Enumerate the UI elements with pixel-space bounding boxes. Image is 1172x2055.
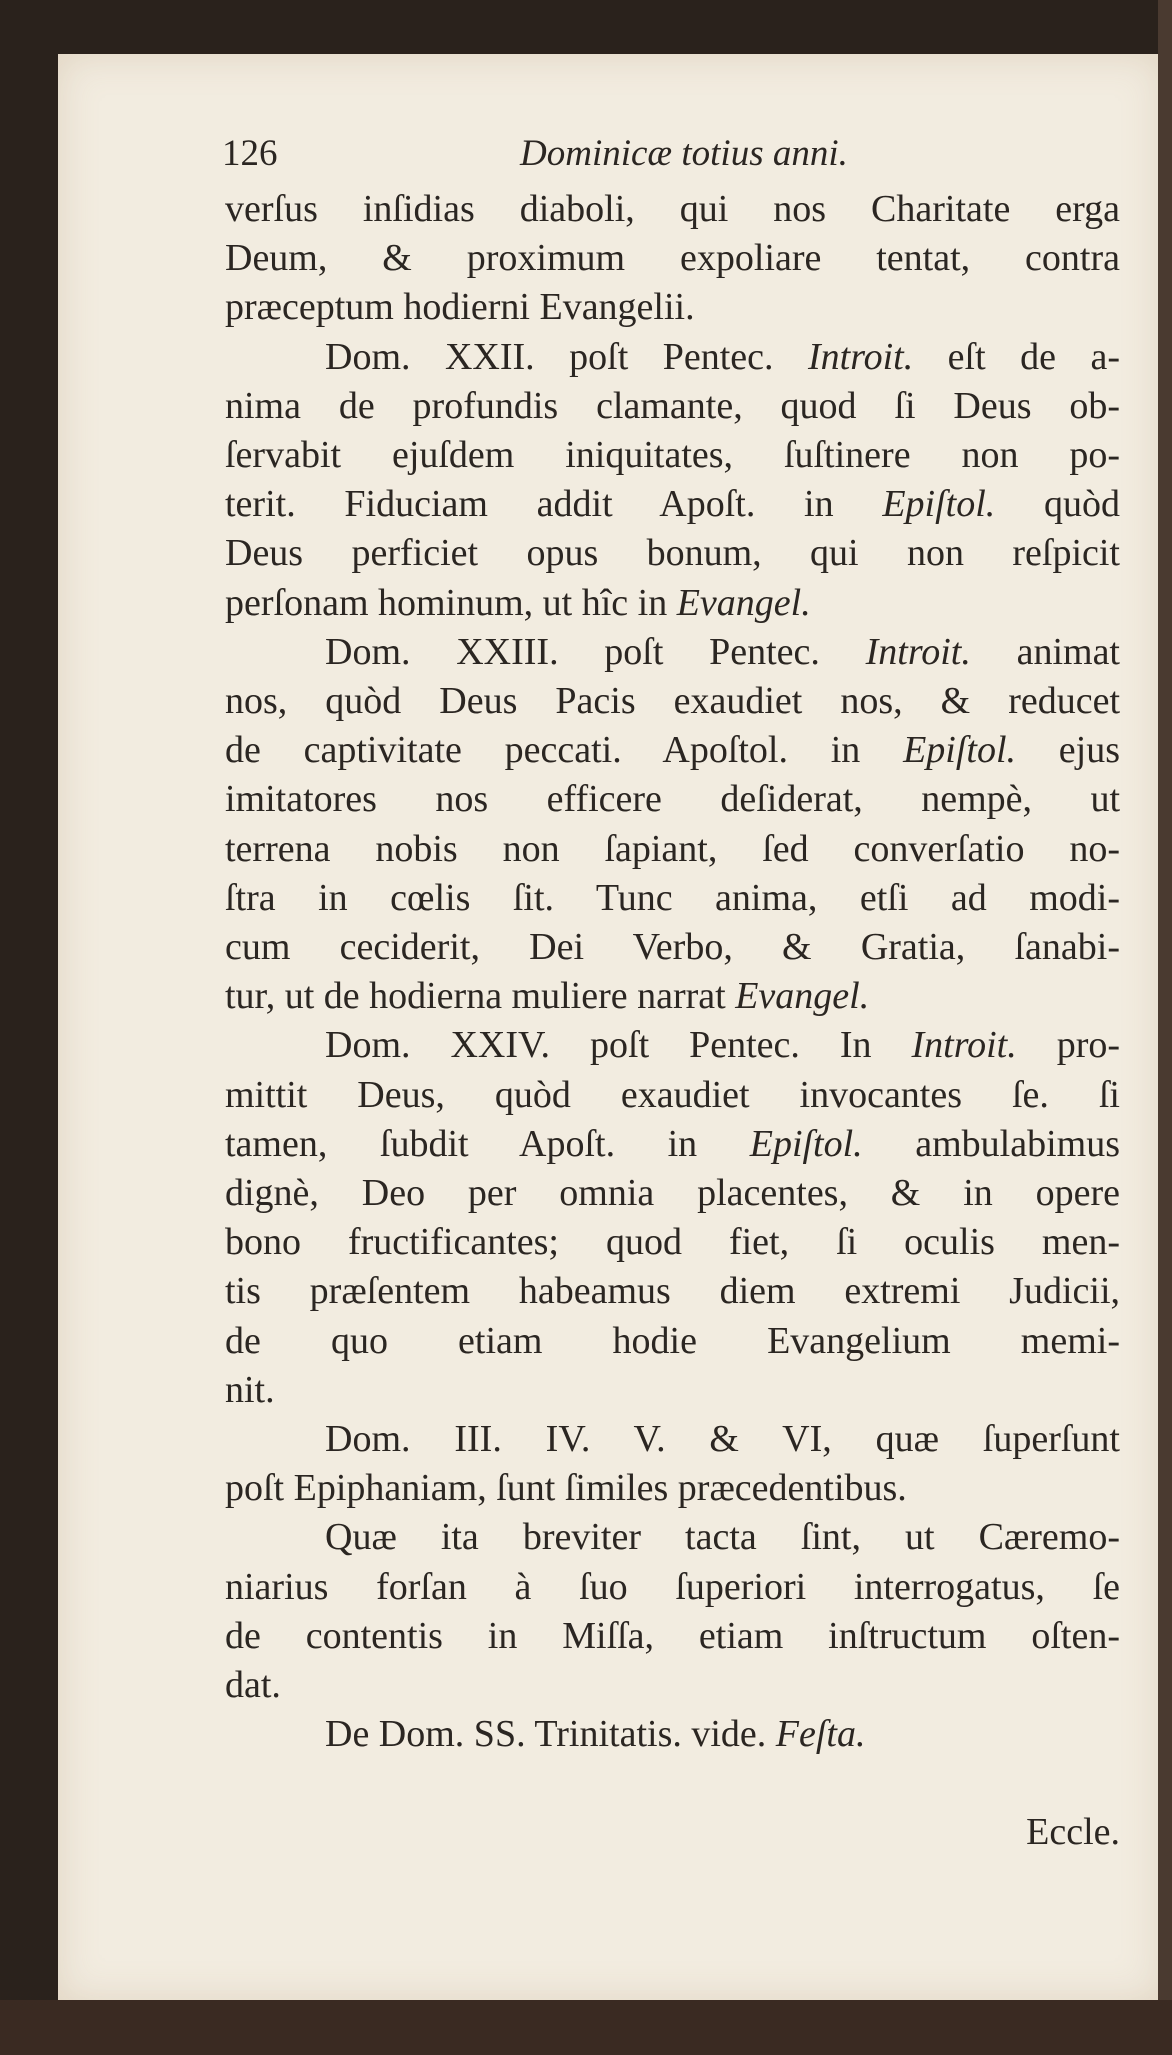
italic-reference: Introit. — [865, 630, 971, 673]
text-line — [225, 186, 1120, 232]
text-line — [225, 481, 1120, 527]
text-line — [225, 776, 1120, 822]
text-line — [225, 1613, 1120, 1659]
text-segment: pro- — [1016, 1024, 1120, 1067]
text-segment: tur, ut de hodierna muliere narrat — [225, 975, 736, 1018]
italic-reference: Epiſtol. — [749, 1122, 863, 1165]
italic-reference: Epiſtol. — [903, 729, 1017, 772]
text-segment: ambulabimus — [862, 1122, 1120, 1165]
text-line — [225, 1662, 1120, 1708]
text-segment: præceptum hodierni Evangelii. — [225, 286, 695, 329]
text-segment: Dom. III. IV. V. & VI, quæ ſuperſunt — [325, 1418, 1120, 1460]
page-number: 126 — [222, 133, 278, 174]
text-line — [225, 1564, 1120, 1610]
text-segment: Dom. XXIII. poſt Pentec. — [325, 630, 866, 673]
text-segment: tamen, ſubdit Apoſt. in — [225, 1122, 750, 1165]
text-line — [225, 580, 1120, 626]
text-segment: poſt Epiphaniam, ſunt ſimiles præcedentibus. — [225, 1467, 907, 1510]
text-segment: ejus — [1016, 729, 1121, 772]
text-segment: imitatores nos efficere deſiderat, nempè, ut — [225, 778, 1120, 821]
text-segment: dat. — [225, 1664, 281, 1706]
italic-reference: Feſta. — [775, 1713, 866, 1756]
text-segment: terrena nobis non ſapiant, ſed converſatio no- — [225, 827, 1120, 870]
text-segment: niarius forſan à ſuo ſuperiori interrogatus, ſe — [225, 1565, 1120, 1608]
text-segment: nit. — [225, 1368, 275, 1411]
text-segment: perſonam hominum, ut hîc in — [225, 581, 677, 624]
text-line — [225, 1367, 1120, 1413]
text-segment: animat — [970, 630, 1120, 673]
text-line — [225, 1219, 1120, 1265]
text-line — [225, 973, 1120, 1019]
italic-reference: Evangel. — [735, 975, 870, 1018]
text-segment: bono fructificantes; quod fiet, ſi oculis men- — [225, 1221, 1120, 1264]
text-line — [225, 1121, 1120, 1167]
text-line — [225, 727, 1120, 773]
text-segment: De Dom. SS. Trinitatis. vide. — [325, 1713, 776, 1756]
italic-reference: Introit. — [807, 335, 914, 378]
text-segment: Quæ ita breviter tacta ſint, ut Cæremo- — [325, 1516, 1120, 1559]
text-segment: quòd — [995, 483, 1120, 526]
text-line — [225, 1318, 1120, 1364]
text-segment: Dom. XXIV. poſt Pentec. In — [325, 1024, 912, 1067]
text-line — [325, 1416, 1120, 1462]
italic-reference: Introit. — [911, 1024, 1017, 1067]
text-segment: nima de profundis clamante, quod ſi Deus ob- — [225, 384, 1120, 427]
text-line — [225, 235, 1120, 281]
text-segment: de contentis in Miſſa, etiam inſtructum oſten- — [225, 1614, 1120, 1657]
text-segment: Eccle. — [1026, 1811, 1120, 1854]
text-line — [325, 1022, 1120, 1068]
text-segment: de quo etiam hodie Evangelium memi- — [225, 1319, 1120, 1362]
italic-reference: Evangel. — [676, 581, 811, 624]
text-segment: de captivitate peccati. Apoſtol. in — [225, 729, 904, 772]
text-line — [225, 383, 1120, 429]
italic-reference: Epiſtol. — [882, 483, 996, 526]
text-segment: tis præſentem habeamus diem extremi Judicii, — [225, 1270, 1120, 1313]
running-head — [222, 132, 1122, 176]
text-segment: terit. Fiduciam addit Apoſt. in — [225, 483, 883, 526]
text-line — [225, 1268, 1120, 1314]
text-line — [225, 1072, 1120, 1118]
text-segment: ſervabit ejuſdem iniquitates, ſuſtinere non po- — [225, 434, 1120, 476]
text-line — [325, 1514, 1120, 1560]
text-line — [225, 826, 1120, 872]
catchword — [225, 1809, 1120, 1855]
text-segment: cum ceciderit, Dei Verbo, & Gratia, ſanabi- — [225, 926, 1120, 968]
text-segment: ſtra in cœlis ſit. Tunc anima, etſi ad modi- — [225, 876, 1120, 919]
text-line — [225, 875, 1120, 921]
text-line — [225, 530, 1120, 576]
text-line — [225, 924, 1120, 970]
text-segment: verſus inſidias diaboli, qui nos Charitate erga — [225, 188, 1120, 230]
text-segment: Deus perficiet opus bonum, qui non reſpicit — [225, 532, 1120, 575]
text-segment: Dom. XXII. poſt Pentec. — [325, 335, 808, 378]
text-line — [225, 284, 1120, 330]
text-line — [325, 334, 1120, 380]
running-title: Dominicæ totius anni. — [520, 133, 848, 174]
text-line — [225, 1465, 1120, 1511]
text-line — [225, 678, 1120, 724]
text-segment: eſt de a- — [913, 335, 1120, 378]
text-line — [225, 432, 1120, 478]
page-edge-bottom — [0, 2000, 1172, 2055]
text-segment: Deum, & proximum expoliare tentat, contra — [225, 237, 1120, 280]
text-segment: mittit Deus, quòd exaudiet invocantes ſe. ſi — [225, 1073, 1120, 1116]
text-segment: dignè, Deo per omnia placentes, & in opere — [225, 1172, 1120, 1214]
text-line — [325, 629, 1120, 675]
page-edge-right — [1158, 0, 1172, 2055]
text-line — [325, 1711, 1120, 1757]
text-line — [225, 1170, 1120, 1216]
text-segment: nos, quòd Deus Pacis exaudiet nos, & reducet — [225, 680, 1120, 722]
